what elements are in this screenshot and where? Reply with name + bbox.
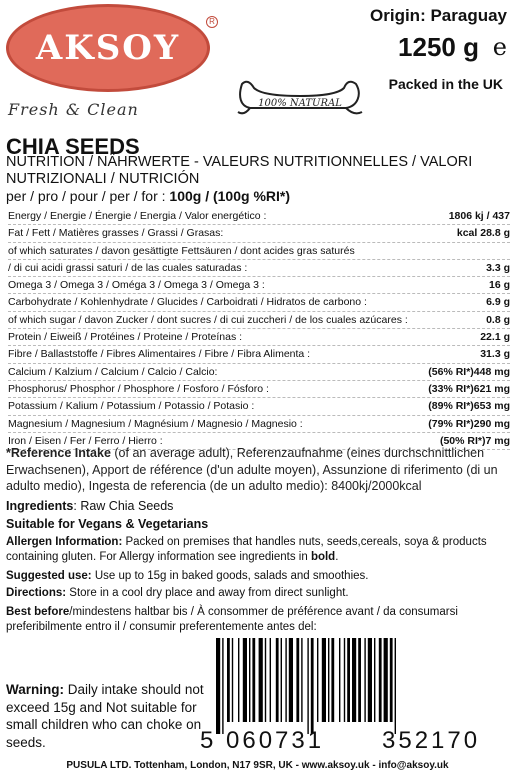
nutrition-row (8, 346, 510, 363)
barcode-digits-left: 5 060731 (200, 727, 325, 754)
brand-tagline: Fresh & Clean (8, 100, 139, 119)
nutrition-value: 0.8 g (486, 313, 510, 326)
packed-in-label: Packed in the UK (388, 76, 503, 92)
footer-address: PUSULA LTD. Tottenham, London, N17 9SR, UK - www.aksoy.uk - info@aksoy.uk (66, 760, 449, 771)
barcode-digits-right: 352170 (382, 727, 481, 754)
barcode-bar (216, 638, 220, 734)
nutrition-row (8, 398, 510, 415)
nutrition-value: (89% RI*)653 mg (428, 400, 510, 413)
per-serving-line (6, 188, 290, 204)
natural-badge-text: 100% NATURAL (258, 98, 342, 109)
best-before-text: /mindestens haltbar bis / À consommer de préférence avant / da consumarsi preferibilmente entro il / consumir preferentemente antes del: (6, 606, 458, 633)
ingredients-text: : Raw Chia Seeds (73, 499, 174, 513)
warning-text (6, 681, 204, 751)
nutrition-row (8, 277, 510, 294)
nutrition-value: (56% RI*)448 mg (428, 365, 510, 378)
barcode-bar (347, 638, 350, 722)
barcode-bar (276, 638, 279, 722)
nutrition-value: 6.9 g (486, 296, 510, 309)
barcode-icon (214, 638, 510, 734)
nutrition-row (8, 243, 510, 260)
barcode-bar (368, 638, 372, 722)
estimated-sign-icon: e (492, 33, 507, 61)
nutrition-value: 1806 kj / 437 (448, 210, 510, 222)
warning-bold: Warning: (6, 682, 64, 697)
barcode-bar (270, 638, 271, 722)
nutrition-value: 3.3 g (486, 261, 510, 274)
nutrition-label: Omega 3 / Omega 3 / Oméga 3 / Omega 3 / Omega 3 : (8, 279, 265, 292)
brand-name: AKSOY (35, 28, 181, 68)
nutrition-row (8, 329, 510, 346)
barcode-bar (259, 638, 263, 722)
directions-text: Store in a cool dry place and away from direct sunlight. (66, 587, 349, 599)
best-before (6, 605, 514, 635)
barcode-bar (265, 638, 266, 722)
ingredients (6, 499, 173, 513)
barcode-bar (289, 638, 293, 722)
barcode-bar (227, 638, 230, 722)
net-weight: 1250 g (398, 32, 479, 62)
barcode-bar (311, 638, 314, 734)
barcode-bar (249, 638, 250, 722)
nutrition-label: of which sugar / davon Zucker / dont sucres / di cui zuccheri / de los cuales azúcares : (8, 313, 408, 326)
barcode-bar (384, 638, 388, 722)
nutrition-label: Carbohydrate / Kohlenhydrate / Glucides / Carboidrati / Hidratos de carbono : (8, 296, 367, 309)
nutrition-label: Protein / Eiweiß / Protéines / Proteine / Proteínas : (8, 331, 243, 344)
nutrition-row (8, 312, 510, 329)
nutrition-row (8, 381, 510, 398)
directions (6, 587, 349, 599)
nutrition-row (8, 260, 510, 277)
nutrition-value: kcal 28.8 g (456, 227, 510, 240)
barcode-bar (232, 638, 233, 722)
barcode-bar (390, 638, 393, 722)
origin-label: Origin: Paraguay (370, 6, 507, 25)
nutrition-value: (79% RI*)290 mg (428, 417, 510, 430)
barcode-bar (301, 638, 302, 722)
nutrition-label: Potassium / Kalium / Potassium / Potassio / Potasio : (8, 400, 255, 413)
nutrition-label: Phosphorus/ Phosphor / Phosphore / Fosforo / Fósforo : (8, 382, 269, 395)
barcode-bar (222, 638, 223, 734)
directions-bold: Directions: (6, 587, 67, 599)
barcode-bar (339, 638, 340, 722)
barcode-bar (358, 638, 361, 722)
logo-oval (6, 4, 210, 92)
barcode-bar (344, 638, 345, 722)
suggested-use (6, 570, 368, 582)
barcode-bar (281, 638, 282, 722)
nutrition-row (8, 416, 510, 433)
nutrition-value: (50% RI*)7 mg (439, 434, 510, 447)
nutrition-table (8, 208, 510, 450)
barcode-bar (352, 638, 356, 722)
vegan-label: Suitable for Vegans & Vegetarians (6, 517, 209, 531)
registered-mark-icon: R (206, 16, 218, 28)
suggested-use-text: Use up to 15g in baked goods, salads and smoothies. (91, 570, 369, 582)
nutrition-label: / di cui acidi grassi saturi / de las cuales saturadas : (8, 261, 248, 274)
reference-intake-bold: *Reference Intake (6, 446, 111, 460)
allergen-text: Packed on premises that handles nuts, seeds,cereals, soya & products containing gluten. For Allergy information see ingredients in (6, 536, 487, 563)
barcode-bar (317, 638, 318, 722)
nutrition-label: Fat / Fett / Matières grasses / Grassi / Grasas: (8, 227, 224, 240)
product-title: CHIA SEEDS (6, 134, 140, 159)
nutrition-row (8, 225, 510, 242)
natural-badge-icon (236, 76, 366, 118)
reference-intake (6, 445, 511, 495)
nutrition-label: Calcium / Kalzium / Calcium / Calcio / Calcio: (8, 365, 218, 378)
barcode-bar (395, 638, 396, 734)
nutrition-label: Fibre / Ballaststoffe / Fibres Alimentaires / Fibre / Fibra Alimenta : (8, 348, 311, 361)
nutrition-label: Magnesium / Magnesium / Magnésium / Magnesio / Magnesio : (8, 417, 303, 430)
nutrition-label: of which saturates / davon gesättigte Fettsäuren / dont acides gras saturés (8, 244, 355, 257)
nutrition-value: 16 g (488, 279, 510, 292)
nutrition-value: 22.1 g (480, 331, 510, 344)
nutrition-value: 31.3 g (480, 348, 510, 361)
barcode-bar (238, 638, 239, 722)
ingredients-bold: Ingredients (6, 499, 74, 513)
warning-body: Daily intake should not exceed 15g and Not suitable for small children who can choke on seeds. (6, 682, 204, 750)
allergen-bold: Allergen Information: (6, 536, 123, 548)
barcode-bar (252, 638, 255, 722)
barcode-bar (296, 638, 299, 722)
allergen-end: . (335, 551, 339, 563)
nutrition-row (8, 294, 510, 311)
barcode-bar (328, 638, 329, 722)
allergen-bold-word: bold (310, 551, 336, 563)
nutrition-value: (33% RI*)621 mg (428, 382, 510, 395)
allergen-info (6, 535, 514, 565)
barcode-bar (379, 638, 382, 722)
brand-logo (6, 4, 220, 96)
nutrition-row (8, 208, 510, 225)
nutrition-heading: NUTRITION / NÄHRWERTE - VALEURS NUTRITIONNELLES / VALORI NUTRIZIONALI / NUTRICIÓN (6, 154, 473, 187)
nutrition-label: Energy / Energie / Énergie / Energia / Valor energético : (8, 210, 267, 222)
barcode-bar (374, 638, 375, 722)
barcode-bar (322, 638, 326, 722)
nutrition-row (8, 364, 510, 381)
barcode-bar (307, 638, 308, 734)
per-bold: 100g / (100g %RI*) (169, 188, 291, 204)
suggested-use-bold: Suggested use: (6, 570, 92, 582)
best-before-bold: Best before (6, 606, 70, 618)
nutrition-label: Iron / Eisen / Fer / Ferro / Hierro : (8, 434, 163, 447)
per-prefix: per / pro / pour / per / for : (6, 188, 170, 204)
barcode-bar (243, 638, 247, 722)
barcode-bar (285, 638, 286, 722)
reference-intake-text: (of an average adult), Referenzaufnahme (eines durchschnittlichen Erwachsenen), Apport de référence (d'un adulte moyen), Assunzione di riferimento (di un adulto medio), Ingesta de referencia (de un adulto medio): 8400kj/2000kcal (6, 446, 498, 493)
barcode-bar (331, 638, 334, 722)
barcode-bar (364, 638, 365, 722)
